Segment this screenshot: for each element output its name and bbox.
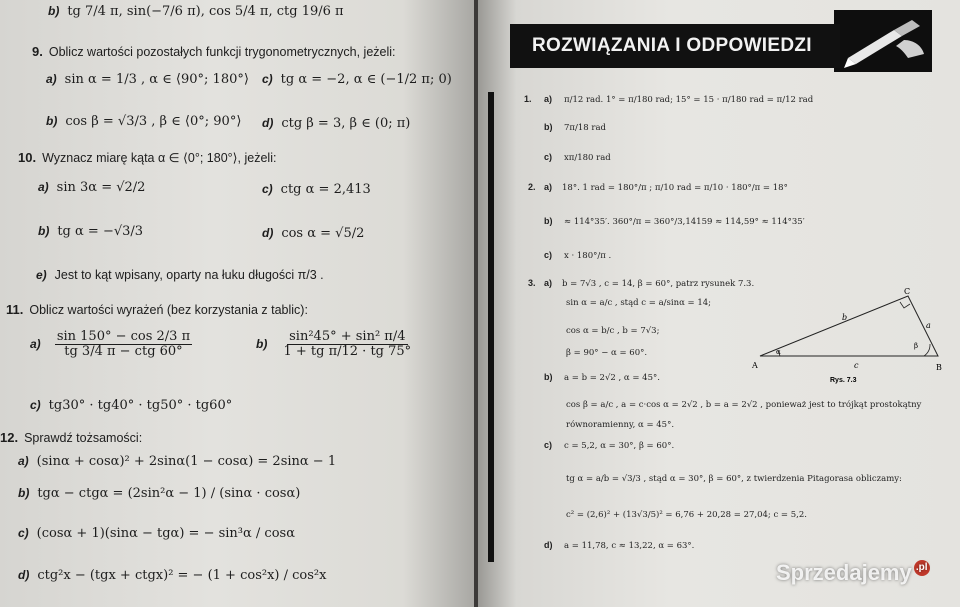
answers-header: ROZWIĄZANIA I ODPOWIEDZI [510, 24, 840, 68]
side-b-label: b [842, 313, 848, 322]
ex11-a-numerator: sin 150° − cos 2/3 π [56, 329, 191, 344]
vertex-A-label: A [752, 361, 758, 370]
angle-alpha-label: α [776, 348, 781, 356]
ex11-b: b) $\frac{\text{sin²45° + sin² π/4}}{\text{1 + tg π/12 · tg 75°}}$ [256, 329, 412, 360]
ex11-a: a) $\frac{\sin 150^\circ - \cos 2/3 \pi}{\text{tg 3/4 π − ctg 60°}}$ [30, 329, 191, 360]
watermark-text: Sprzedajemy [776, 560, 912, 585]
ex10-heading: 10. Wyznacz miarę kąta α ∈ ⟨0°; 180°⟩, jeżeli: [18, 150, 277, 165]
ex10-d: d) cos α = √5/2 [262, 226, 365, 241]
sol3-a: 3. a) b = 7√3 , c = 14, β = 60°, patrz rysunek 7.3. [528, 278, 755, 289]
sol1-a: 1. a) π/12 rad. 1° = π/180 rad; 15° = 15 · π/180 rad = π/12 rad [524, 94, 814, 105]
sol3-c-line2: tg α = a/b = √3/3 , stąd α = 30°, β = 60°, z twierdzenia Pitagorasa obliczamy: [566, 474, 902, 484]
header-tab [834, 10, 932, 72]
sol3-d: d) a = 11,78, c ≈ 13,22, α = 63°. [544, 540, 695, 551]
sol2-b: b) ≈ 114°35′. 360°/π = 360°/3,14159 ≈ 114,59° ≈ 114°35′ [544, 216, 805, 227]
ex11-heading: 11. Oblicz wartości wyrażeń (bez korzystania z tablic): [6, 302, 308, 317]
angle-beta-label: β [914, 342, 919, 350]
ex11-b-numerator: sin²45° + sin² π/4 [289, 329, 406, 344]
ex10-b: b) tg α = −√3/3 [38, 224, 144, 239]
ex10-c: c) ctg α = 2,413 [262, 182, 371, 197]
ex8-b-line: b) tg 7/4 π, sin(−7/6 π), cos 5/4 π, ctg 19/6 π [48, 4, 344, 19]
left-page [0, 0, 474, 607]
ex9-c: c) tg α = −2, α ∈ (−1/2 π; 0) [262, 72, 452, 87]
side-c-label: c [854, 361, 859, 370]
ex12-heading: 12. Sprawdź tożsamości: [0, 430, 143, 445]
ex12-a: a) (sinα + cosα)² + 2sinα(1 − cosα) = 2sinα − 1 [18, 454, 337, 469]
triangle-figure [750, 284, 950, 394]
vertex-C-label: C [904, 287, 911, 296]
sol3-c: c) c = 5,2, α = 30°, β = 60°. [544, 440, 675, 451]
ex11-c: c) tg30° · tg40° · tg50° · tg60° [30, 398, 233, 413]
sol3-c-line3: c² = (2,6)² + (13√3/5)² = 6,76 + 20,28 = 27,04; c = 5,2. [566, 510, 807, 520]
ex9-d: d) ctg β = 3, β ∈ (0; π) [262, 116, 411, 131]
sol1-c: c) xπ/180 rad [544, 152, 611, 163]
sol3-b-line3: równoramienny, α = 45°. [566, 420, 675, 430]
ex9-heading: 9. Oblicz wartości pozostałych funkcji trygonometrycznych, jeżeli: [32, 44, 396, 59]
sol2-c: c) x · 180°/π . [544, 250, 612, 261]
side-a-label: a [926, 321, 931, 330]
sol3-b-line2: cos β = a/c , a = c·cos α = 2√2 , b = a = 2√2 , ponieważ jest to trójkąt prostokątny [566, 400, 922, 410]
ex9-a: a) sin α = 1/3 , α ∈ ⟨90°; 180°⟩ [46, 72, 249, 87]
ex12-c: c) (cosα + 1)(sinα − tgα) = − sin³α / cosα [18, 526, 295, 541]
answers-side-bar [488, 92, 494, 562]
ex12-d: d) ctg²x − (tgx + ctgx)² = − (1 + cos²x) / cos²x [18, 568, 327, 583]
sol3-b: b) a = b = 2√2 , α = 45°. [544, 372, 660, 383]
vertex-B-label: B [936, 363, 942, 372]
figure-caption: Rys. 7.3 [830, 377, 857, 384]
sol3-a-line2: sin α = a/c , stąd c = a/sinα = 14; [566, 298, 712, 308]
ex10-e: e) Jest to kąt wpisany, oparty na łuku długości π/3 . [36, 268, 324, 282]
ex11-a-denominator: tg 3/4 π − ctg 60° [64, 344, 183, 360]
watermark [776, 560, 930, 586]
sol3-a-line4: β = 90° − α = 60°. [566, 348, 648, 358]
ex12-b: b) tgα − ctgα = (2sin²α − 1) / (sinα · cosα) [18, 486, 301, 501]
ex9-b: b) cos β = √3/3 , β ∈ ⟨0°; 90°⟩ [46, 114, 242, 129]
sol2-a: 2. a) 18°. 1 rad = 180°/π ; π/10 rad = π/10 · 180°/π = 18° [528, 182, 788, 193]
sol1-b: b) 7π/18 rad [544, 122, 606, 133]
sol3-a-line3: cos α = b/c , b = 7√3; [566, 326, 660, 336]
ex10-a: a) sin 3α = √2/2 [38, 180, 146, 195]
pencil-hand-icon [834, 10, 932, 72]
ex11-b-denominator: 1 + tg π/12 · tg 75° [283, 344, 412, 360]
watermark-badge: .pl [914, 560, 930, 576]
